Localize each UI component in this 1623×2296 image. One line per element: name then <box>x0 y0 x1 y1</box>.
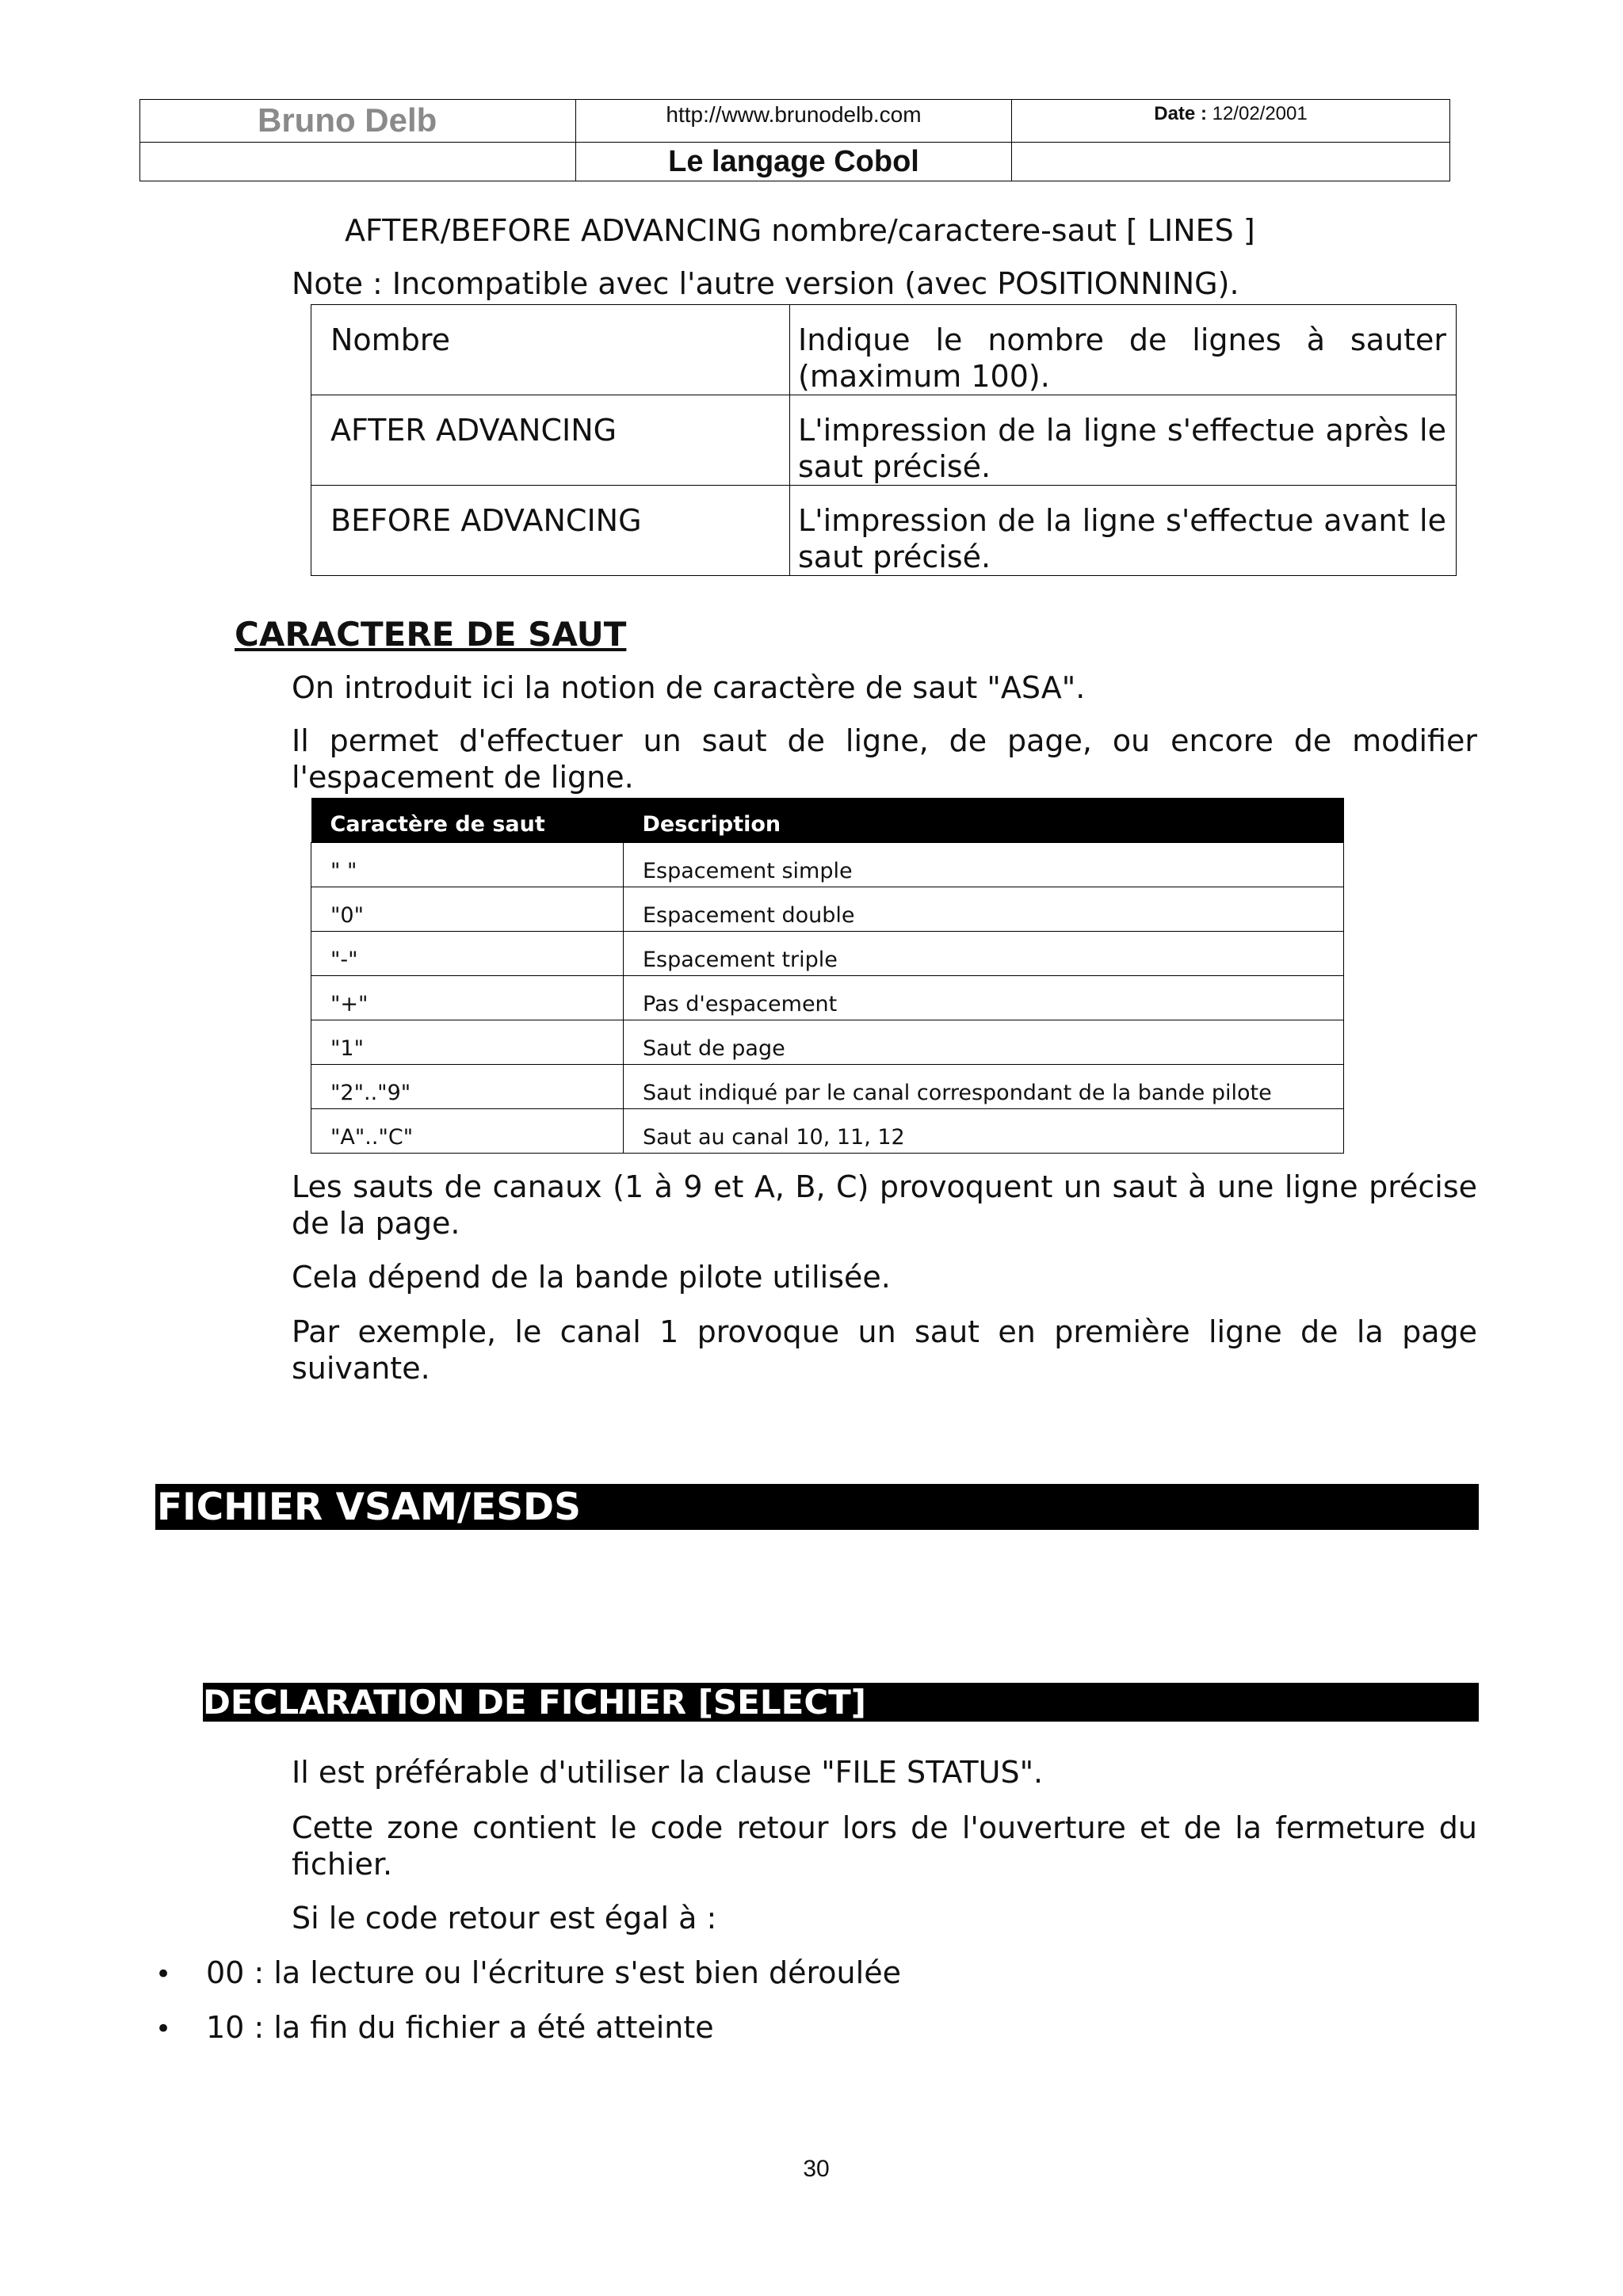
list-item <box>155 1955 901 1993</box>
header-doc-title: Le langage Cobol <box>576 143 1012 181</box>
option-description: Indique le nombre de lignes à sauter (maximum 100). <box>790 305 1457 395</box>
table-row <box>311 842 1344 887</box>
table-header-row <box>311 798 1344 842</box>
jump-character: "+" <box>311 975 624 1020</box>
option-key: Nombre <box>311 305 790 395</box>
table-row <box>311 305 1457 395</box>
jump-character: "A".."C" <box>311 1108 624 1153</box>
table-row <box>311 1108 1344 1153</box>
option-key: AFTER ADVANCING <box>311 395 790 486</box>
syntax-note: Note : Incompatible avec l'autre version (avec POSITIONNING). <box>292 266 1239 301</box>
table-row <box>311 395 1457 486</box>
jump-character: "1" <box>311 1020 624 1064</box>
jump-description: Pas d'espacement <box>624 975 1344 1020</box>
header-date-label: Date : <box>1154 103 1207 124</box>
jump-character-table <box>311 798 1344 1154</box>
column-header: Caractère de saut <box>311 798 624 842</box>
option-description: L'impression de la ligne s'effectue avant le saut précisé. <box>790 486 1457 576</box>
jump-description: Saut indiqué par le canal correspondant de la bande pilote <box>624 1064 1344 1108</box>
list-item-text: 00 : la lecture ou l'écriture s'est bien déroulée <box>206 1955 901 1990</box>
jump-description: Saut de page <box>624 1020 1344 1064</box>
jump-description: Espacement double <box>624 887 1344 931</box>
select-paragraph-3: Si le code retour est égal à : <box>292 1901 717 1936</box>
select-paragraph-2: Cette zone contient le code retour lors de l'ouverture et de la fermeture du fichier. <box>292 1810 1477 1882</box>
jump-character: " " <box>311 842 624 887</box>
caractere-paragraph-1: On introduit ici la notion de caractère de saut "ASA". <box>292 670 1086 705</box>
table-row <box>311 887 1344 931</box>
table-row <box>311 486 1457 576</box>
section-heading-caractere: CARACTERE DE SAUT <box>235 615 627 654</box>
jump-description: Espacement simple <box>624 842 1344 887</box>
list-item <box>155 2009 714 2047</box>
channels-paragraph-2: Cela dépend de la bande pilote utilisée. <box>292 1260 891 1295</box>
option-description: L'impression de la ligne s'effectue après le saut précisé. <box>790 395 1457 486</box>
jump-character: "2".."9" <box>311 1064 624 1108</box>
column-header: Description <box>624 798 1344 842</box>
table-row <box>311 1020 1344 1064</box>
header-date <box>1012 100 1449 143</box>
table-row <box>311 931 1344 975</box>
bullet-icon: • <box>155 2013 172 2045</box>
jump-description: Espacement triple <box>624 931 1344 975</box>
option-key: BEFORE ADVANCING <box>311 486 790 576</box>
jump-character: "0" <box>311 887 624 931</box>
advancing-options-table <box>311 304 1457 576</box>
channels-paragraph-3: Par exemple, le canal 1 provoque un saut en première ligne de la page suivante. <box>292 1314 1477 1386</box>
jump-description: Saut au canal 10, 11, 12 <box>624 1108 1344 1153</box>
page-number: 30 <box>803 2156 830 2182</box>
section-title-vsam: FICHIER VSAM/ESDS <box>155 1484 1479 1530</box>
section-title-select: DECLARATION DE FICHIER [SELECT] <box>203 1683 1479 1722</box>
caractere-paragraph-2: Il permet d'effectuer un saut de ligne, de page, ou encore de modifier l'espacement de ligne. <box>292 723 1477 795</box>
channels-paragraph-1: Les sauts de canaux (1 à 9 et A, B, C) provoquent un saut à une ligne précise de la page. <box>292 1169 1477 1241</box>
page-header <box>139 99 1450 181</box>
header-url: http://www.brunodelb.com <box>576 100 1012 143</box>
select-paragraph-1: Il est préférable d'utiliser la clause "FILE STATUS". <box>292 1755 1044 1790</box>
jump-character: "-" <box>311 931 624 975</box>
header-date-value: 12/02/2001 <box>1212 103 1308 124</box>
header-author: Bruno Delb <box>140 100 576 143</box>
header-empty-left <box>140 143 576 181</box>
list-item-text: 10 : la fin du fichier a été atteinte <box>206 2010 714 2045</box>
syntax-line: AFTER/BEFORE ADVANCING nombre/caractere-saut [ LINES ] <box>345 213 1255 248</box>
table-row <box>311 1064 1344 1108</box>
table-row <box>311 975 1344 1020</box>
bullet-icon: • <box>155 1958 172 1990</box>
header-empty-right <box>1012 143 1449 181</box>
